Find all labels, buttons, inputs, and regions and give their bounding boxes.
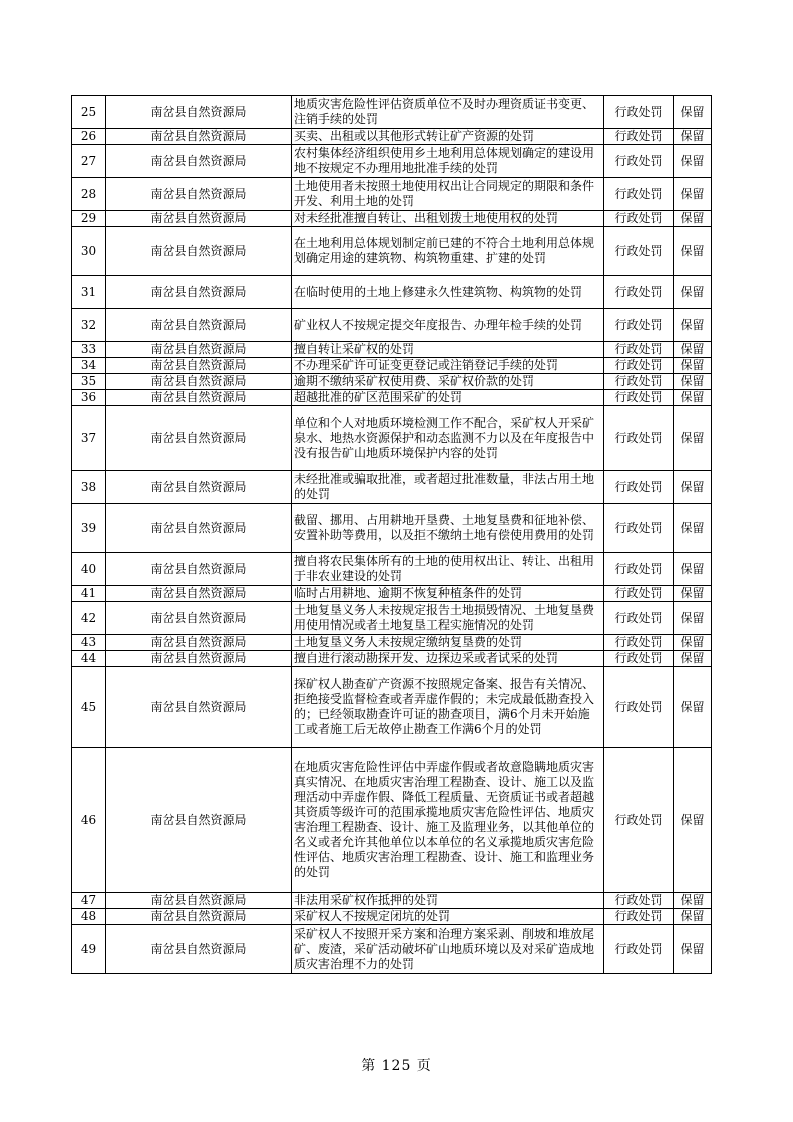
- power-type: 行政处罚: [604, 227, 674, 276]
- retention-status: 保留: [674, 211, 712, 227]
- table-row: [72, 909, 712, 925]
- power-type: 行政处罚: [604, 374, 674, 390]
- power-list-table: [71, 95, 712, 974]
- row-number: 28: [72, 178, 106, 211]
- table-row: [72, 406, 712, 471]
- department-name: 南岔县自然资源局: [106, 651, 292, 667]
- table-row: [72, 925, 712, 974]
- department-name: 南岔县自然资源局: [106, 390, 292, 406]
- row-number: 47: [72, 893, 106, 909]
- department-name: 南岔县自然资源局: [106, 309, 292, 342]
- power-item-name: 在临时使用的土地上修建永久性建筑物、构筑物的处罚: [292, 276, 604, 309]
- table-row: [72, 602, 712, 635]
- retention-status: 保留: [674, 96, 712, 129]
- retention-status: 保留: [674, 667, 712, 748]
- row-number: 39: [72, 504, 106, 553]
- department-name: 南岔县自然资源局: [106, 145, 292, 178]
- power-type: 行政处罚: [604, 129, 674, 145]
- department-name: 南岔县自然资源局: [106, 748, 292, 893]
- retention-status: 保留: [674, 553, 712, 586]
- table-row: [72, 129, 712, 145]
- power-item-name: 不办理采矿许可证变更登记或注销登记手续的处罚: [292, 358, 604, 374]
- row-number: 42: [72, 602, 106, 635]
- table-row: [72, 96, 712, 129]
- retention-status: 保留: [674, 129, 712, 145]
- power-list-table-container: [71, 95, 711, 974]
- row-number: 38: [72, 471, 106, 504]
- row-number: 26: [72, 129, 106, 145]
- retention-status: 保留: [674, 504, 712, 553]
- department-name: 南岔县自然资源局: [106, 471, 292, 504]
- row-number: 43: [72, 635, 106, 651]
- row-number: 32: [72, 309, 106, 342]
- table-row: [72, 309, 712, 342]
- power-type: 行政处罚: [604, 909, 674, 925]
- row-number: 33: [72, 342, 106, 358]
- power-type: 行政处罚: [604, 553, 674, 586]
- power-item-name: 对未经批准擅自转让、出租划拨土地使用权的处罚: [292, 211, 604, 227]
- row-number: 27: [72, 145, 106, 178]
- department-name: 南岔县自然资源局: [106, 586, 292, 602]
- power-type: 行政处罚: [604, 925, 674, 974]
- power-type: 行政处罚: [604, 651, 674, 667]
- row-number: 48: [72, 909, 106, 925]
- power-type: 行政处罚: [604, 145, 674, 178]
- department-name: 南岔县自然资源局: [106, 909, 292, 925]
- row-number: 46: [72, 748, 106, 893]
- retention-status: 保留: [674, 909, 712, 925]
- retention-status: 保留: [674, 602, 712, 635]
- row-number: 31: [72, 276, 106, 309]
- power-type: 行政处罚: [604, 471, 674, 504]
- row-number: 29: [72, 211, 106, 227]
- department-name: 南岔县自然资源局: [106, 893, 292, 909]
- row-number: 37: [72, 406, 106, 471]
- table-row: [72, 276, 712, 309]
- power-item-name: 探矿权人勘查矿产资源不按照规定备案、报告有关情况、拒绝接受监督检查或者弄虚作假的；未完成最低勘查投入的；已经领取勘查许可证的勘查项目，满6个月未开始施工或者施工后无故停止勘查工作满6个月的处罚: [292, 667, 604, 748]
- department-name: 南岔县自然资源局: [106, 96, 292, 129]
- table-row: [72, 227, 712, 276]
- power-item-name: 土地复垦义务人未按规定缴纳复垦费的处罚: [292, 635, 604, 651]
- power-type: 行政处罚: [604, 211, 674, 227]
- table-row: [72, 145, 712, 178]
- power-type: 行政处罚: [604, 586, 674, 602]
- table-row: [72, 667, 712, 748]
- retention-status: 保留: [674, 893, 712, 909]
- power-item-name: 擅自转让采矿权的处罚: [292, 342, 604, 358]
- department-name: 南岔县自然资源局: [106, 602, 292, 635]
- power-item-name: 在土地利用总体规划制定前已建的不符合土地利用总体规划确定用途的建筑物、构筑物重建、扩建的处罚: [292, 227, 604, 276]
- row-number: 34: [72, 358, 106, 374]
- table-row: [72, 374, 712, 390]
- retention-status: 保留: [674, 358, 712, 374]
- retention-status: 保留: [674, 406, 712, 471]
- row-number: 35: [72, 374, 106, 390]
- power-item-name: 采矿权人不按规定闭坑的处罚: [292, 909, 604, 925]
- power-item-name: 采矿权人不按照开采方案和治理方案采剥、削坡和堆放尾矿、废渣，采矿活动破坏矿山地质环境以及对采矿造成地质灾害治理不力的处罚: [292, 925, 604, 974]
- table-body: [72, 96, 712, 974]
- row-number: 45: [72, 667, 106, 748]
- power-type: 行政处罚: [604, 178, 674, 211]
- power-item-name: 土地复垦义务人未按规定报告土地损毁情况、土地复垦费用使用情况或者土地复垦工程实施情况的处罚: [292, 602, 604, 635]
- retention-status: 保留: [674, 748, 712, 893]
- table-row: [72, 893, 712, 909]
- power-item-name: 单位和个人对地质环境检测工作不配合，采矿权人开采矿泉水、地热水资源保护和动态监测不力以及在年度报告中没有报告矿山地质环境保护内容的处罚: [292, 406, 604, 471]
- row-number: 49: [72, 925, 106, 974]
- department-name: 南岔县自然资源局: [106, 925, 292, 974]
- department-name: 南岔县自然资源局: [106, 553, 292, 586]
- power-type: 行政处罚: [604, 358, 674, 374]
- power-type: 行政处罚: [604, 635, 674, 651]
- power-item-name: 买卖、出租或以其他形式转让矿产资源的处罚: [292, 129, 604, 145]
- table-row: [72, 178, 712, 211]
- retention-status: 保留: [674, 276, 712, 309]
- power-type: 行政处罚: [604, 667, 674, 748]
- retention-status: 保留: [674, 374, 712, 390]
- department-name: 南岔县自然资源局: [106, 635, 292, 651]
- table-row: [72, 748, 712, 893]
- power-item-name: 农村集体经济组织使用乡土地利用总体规划确定的建设用地不按规定不办理用地批准手续的处罚: [292, 145, 604, 178]
- power-type: 行政处罚: [604, 406, 674, 471]
- row-number: 40: [72, 553, 106, 586]
- department-name: 南岔县自然资源局: [106, 178, 292, 211]
- retention-status: 保留: [674, 390, 712, 406]
- table-row: [72, 342, 712, 358]
- power-item-name: 截留、挪用、占用耕地开垦费、土地复垦费和征地补偿、安置补助等费用，以及拒不缴纳土地有偿使用费用的处罚: [292, 504, 604, 553]
- table-row: [72, 358, 712, 374]
- power-type: 行政处罚: [604, 96, 674, 129]
- row-number: 30: [72, 227, 106, 276]
- retention-status: 保留: [674, 471, 712, 504]
- table-row: [72, 390, 712, 406]
- power-type: 行政处罚: [604, 748, 674, 893]
- retention-status: 保留: [674, 635, 712, 651]
- department-name: 南岔县自然资源局: [106, 276, 292, 309]
- power-item-name: 未经批准或骗取批准，或者超过批准数量，非法占用土地的处罚: [292, 471, 604, 504]
- row-number: 41: [72, 586, 106, 602]
- retention-status: 保留: [674, 651, 712, 667]
- power-item-name: 临时占用耕地、逾期不恢复种植条件的处罚: [292, 586, 604, 602]
- retention-status: 保留: [674, 309, 712, 342]
- department-name: 南岔县自然资源局: [106, 374, 292, 390]
- row-number: 25: [72, 96, 106, 129]
- retention-status: 保留: [674, 342, 712, 358]
- department-name: 南岔县自然资源局: [106, 358, 292, 374]
- power-type: 行政处罚: [604, 390, 674, 406]
- department-name: 南岔县自然资源局: [106, 342, 292, 358]
- power-item-name: 土地使用者未按照土地使用权出让合同规定的期限和条件开发、利用土地的处罚: [292, 178, 604, 211]
- department-name: 南岔县自然资源局: [106, 406, 292, 471]
- power-item-name: 在地质灾害危险性评估中弄虚作假或者故意隐瞒地质灾害真实情况、在地质灾害治理工程勘查、设计、施工以及监理活动中弄虚作假、降低工程质量、无资质证书或者超越其资质等级许可的范围承揽地质灾害危险性评估、地质灾害治理工程勘查、设计、施工及监理业务，以其他单位的名义或者允许其他单位以本单位的名义承揽地质灾害危险性评估、地质灾害治理工程勘查、设计、施工和监理业务的处罚: [292, 748, 604, 893]
- table-row: [72, 504, 712, 553]
- power-type: 行政处罚: [604, 309, 674, 342]
- retention-status: 保留: [674, 145, 712, 178]
- row-number: 44: [72, 651, 106, 667]
- power-item-name: 矿业权人不按规定提交年度报告、办理年检手续的处罚: [292, 309, 604, 342]
- power-item-name: 逾期不缴纳采矿权使用费、采矿权价款的处罚: [292, 374, 604, 390]
- power-type: 行政处罚: [604, 602, 674, 635]
- power-item-name: 擅自进行滚动勘探开发、边探边采或者试采的处罚: [292, 651, 604, 667]
- department-name: 南岔县自然资源局: [106, 129, 292, 145]
- power-type: 行政处罚: [604, 504, 674, 553]
- department-name: 南岔县自然资源局: [106, 227, 292, 276]
- power-type: 行政处罚: [604, 342, 674, 358]
- table-row: [72, 211, 712, 227]
- power-item-name: 地质灾害危险性评估资质单位不及时办理资质证书变更、注销手续的处罚: [292, 96, 604, 129]
- department-name: 南岔县自然资源局: [106, 504, 292, 553]
- power-item-name: 擅自将农民集体所有的土地的使用权出让、转让、出租用于非农业建设的处罚: [292, 553, 604, 586]
- table-row: [72, 651, 712, 667]
- power-type: 行政处罚: [604, 893, 674, 909]
- power-item-name: 非法用采矿权作抵押的处罚: [292, 893, 604, 909]
- table-row: [72, 553, 712, 586]
- retention-status: 保留: [674, 586, 712, 602]
- table-row: [72, 471, 712, 504]
- page-number: 第 125 页: [361, 1058, 432, 1074]
- power-item-name: 超越批准的矿区范围采矿的处罚: [292, 390, 604, 406]
- retention-status: 保留: [674, 227, 712, 276]
- table-row: [72, 635, 712, 651]
- department-name: 南岔县自然资源局: [106, 211, 292, 227]
- department-name: 南岔县自然资源局: [106, 667, 292, 748]
- retention-status: 保留: [674, 178, 712, 211]
- table-row: [72, 586, 712, 602]
- power-type: 行政处罚: [604, 276, 674, 309]
- row-number: 36: [72, 390, 106, 406]
- retention-status: 保留: [674, 925, 712, 974]
